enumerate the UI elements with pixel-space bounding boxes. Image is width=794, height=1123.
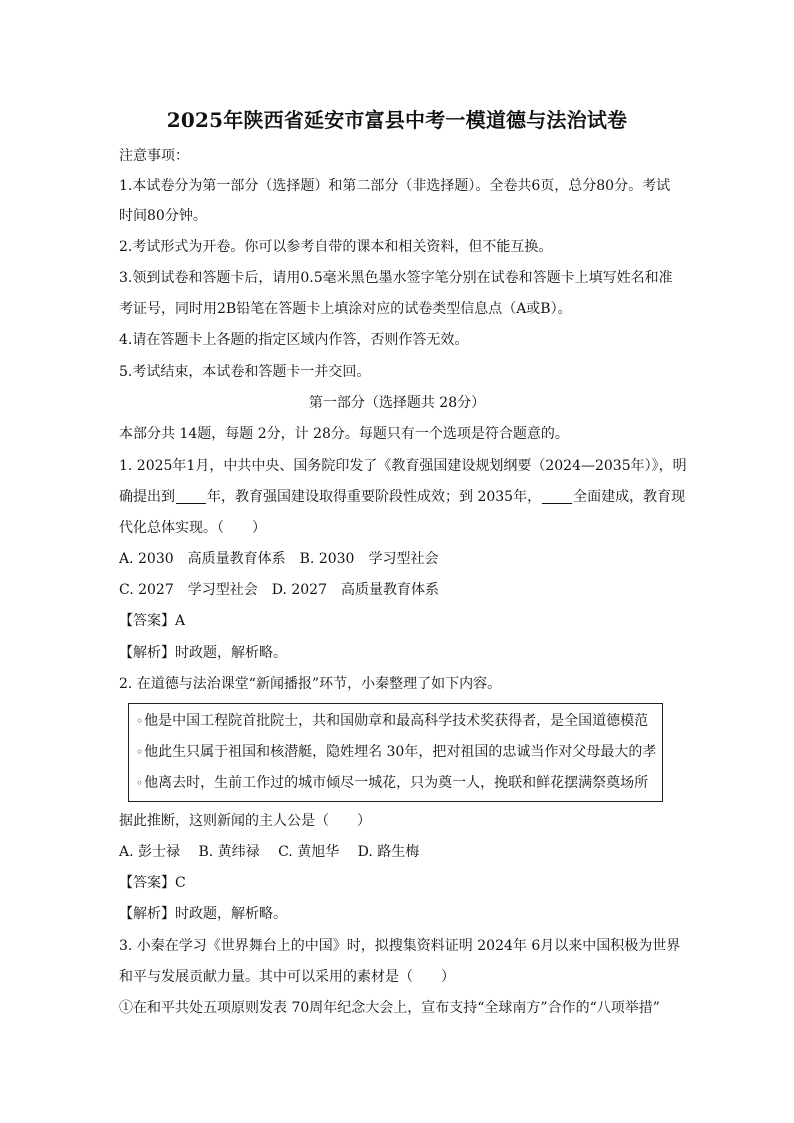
notice-item-3-line-1: 3.领到试卷和答题卡后，请用0.5毫米黑色墨水签字笔分别在试卷和答题卡上填写姓名和准 bbox=[119, 270, 673, 286]
q2-news-box bbox=[128, 703, 663, 802]
q1-analysis: 【解析】时政题，解析略。 bbox=[119, 645, 287, 661]
part1-intro: 本部分共 14题，每题 2分，计 28分。每题只有一个选项是符合题意的。 bbox=[119, 426, 569, 442]
q1-stem-line-2 bbox=[119, 487, 686, 507]
notice-item-1-line-2: 时间80分钟。 bbox=[119, 208, 207, 224]
notice-item-2: 2.考试形式为开卷。你可以参考自带的课本和相关资料，但不能互换。 bbox=[119, 239, 553, 255]
q2-options: A. 彭士禄 B. 黄纬禄 C. 黄旭华 D. 路生梅 bbox=[119, 844, 420, 860]
bullet-icon: ◦ bbox=[136, 714, 144, 728]
q1-stem-line-1: 1. 2025年1月，中共中央、国务院印发了《教育强国建设规划纲要（2024—2035年）》，明 bbox=[119, 458, 687, 474]
notice-item-4: 4.请在答题卡上各题的指定区域内作答，否则作答无效。 bbox=[119, 332, 469, 348]
bullet-icon: ◦ bbox=[136, 776, 144, 790]
notice-item-1-line-1: 1.本试卷分为第一部分（选择题）和第二部分（非选择题）。全卷共6页，总分80分。考试 bbox=[119, 178, 671, 194]
q1-answer: 【答案】A bbox=[119, 613, 186, 629]
q1-options-ab: A. 2030 高质量教育体系 B. 2030 学习型社会 bbox=[119, 551, 439, 567]
q1-options-cd: C. 2027 学习型社会 D. 2027 高质量教育体系 bbox=[119, 582, 439, 598]
q2-box-text-3: 他离去时，生前工作过的城市倾尽一城花，只为奠一人，挽联和鲜花摆满祭奠场所 bbox=[144, 775, 649, 791]
q1-blank-1 bbox=[176, 489, 206, 504]
part1-heading: 第一部分（选择题共 28分） bbox=[308, 395, 486, 411]
q2-box-text-2: 他此生只属于祖国和核潜艇，隐姓埋名 30年，把对祖国的忠诚当作对父母最大的孝 bbox=[144, 744, 657, 760]
q2-box-line-3 bbox=[136, 773, 648, 793]
q2-answer: 【答案】C bbox=[119, 875, 186, 891]
q2-question: 据此推断，这则新闻的主人公是（ ） bbox=[119, 813, 371, 829]
q3-item-1: ①在和平共处五项原则发表 70周年纪念大会上，宣布支持“全球南方”合作的“八项举措” bbox=[119, 1000, 660, 1016]
bullet-icon: ◦ bbox=[136, 745, 144, 759]
q1-blank-2 bbox=[542, 489, 572, 504]
q1-text-a: 确提出到 bbox=[119, 489, 175, 505]
q2-stem: 2. 在道德与法治课堂“新闻播报”环节，小秦整理了如下内容。 bbox=[119, 676, 502, 692]
q1-stem-line-3: 代化总体实现。（ ） bbox=[119, 520, 266, 536]
notice-item-3-line-2: 考证号，同时用2B铅笔在答题卡上填涂对应的试卷类型信息点（A或B）。 bbox=[119, 301, 572, 317]
q2-box-line-1 bbox=[136, 711, 648, 731]
q2-analysis: 【解析】时政题，解析略。 bbox=[119, 906, 287, 922]
q1-text-c: 全面建成，教育现 bbox=[573, 489, 686, 505]
q2-box-text-1: 他是中国工程院首批院士，共和国勋章和最高科学技术奖获得者，是全国道德模范 bbox=[144, 713, 649, 729]
exam-title: 2025年陕西省延安市富县中考一模道德与法治试卷 bbox=[166, 108, 628, 132]
q3-stem-line-1: 3. 小秦在学习《世界舞台上的中国》时，拟搜集资料证明 2024年 6月以来中国积极为世界 bbox=[119, 938, 681, 954]
q3-stem-line-2: 和平与发展贡献力量。其中可以采用的素材是（ ） bbox=[119, 969, 455, 985]
q1-text-b: 年，教育强国建设取得重要阶段性成效；到 2035年， bbox=[207, 489, 542, 505]
q2-box-line-2 bbox=[136, 742, 656, 762]
notice-item-5: 5.考试结束，本试卷和答题卡一并交回。 bbox=[119, 364, 371, 380]
notice-heading: 注意事项： bbox=[119, 148, 189, 164]
